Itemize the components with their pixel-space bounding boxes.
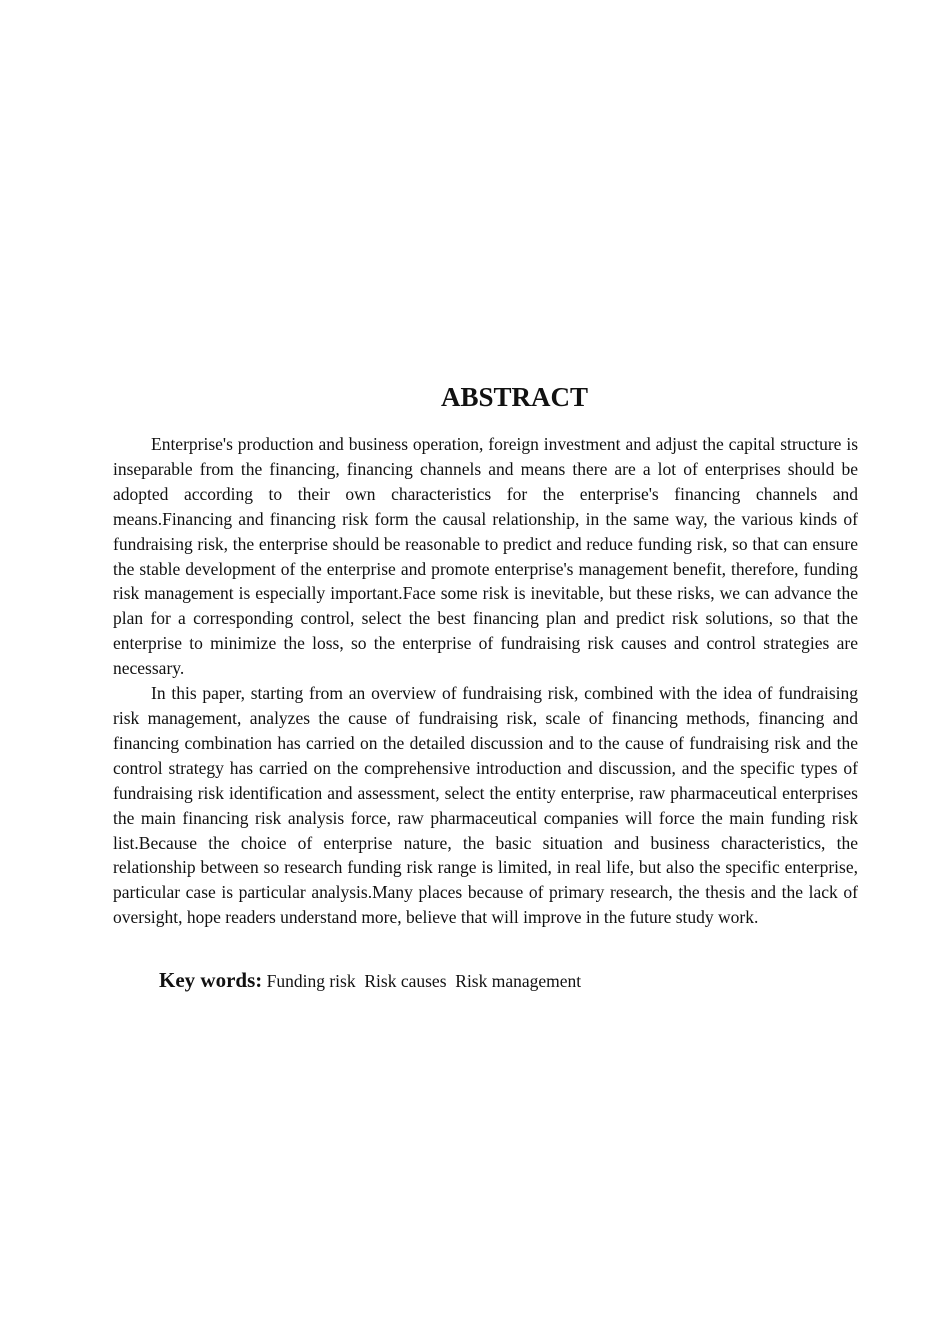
keywords-label: Key words: (159, 968, 263, 993)
abstract-paragraph-2: In this paper, starting from an overview of fundraising risk, combined with the idea of fundraising risk management, analyzes the cause of fundraising risk, scale of financing methods, financing and financing combination has carried on the detailed discussion and to the cause of fundraising risk and the control strategy has carried on the comprehensive introduction and discussion, and the specific types of fundraising risk identification and assessment, select the entity enterprise, raw pharmaceutical enterprises the main financing risk analysis force, raw pharmaceutical companies will force the main funding risk list.Because the choice of enterprise nature, the basic situation and business characteristics, the relationship between so research funding risk range is limited, in real life, but also the specific enterprise, particular case is particular analysis.Many places because of primary research, the thesis and the lack of oversight, hope readers understand more, believe that will improve in the future study work. (113, 683, 858, 928)
keywords-line (113, 966, 858, 995)
keyword-1: Funding risk (266, 971, 356, 992)
keyword-3: Risk management (455, 971, 582, 992)
abstract-title: ABSTRACT (440, 382, 589, 412)
abstract-paragraph-1: Enterprise's production and business operation, foreign investment and adjust the capital structure is inseparable from the financing, financing channels and means there are a lot of enterprises should be adopted according to their own characteristics for the enterprise's financing channels and means.Financing and financing risk form the causal relationship, in the same way, the various kinds of fundraising risk, the enterprise should be reasonable to predict and reduce funding risk, so that can ensure the stable development of the enterprise and promote enterprise's management benefit, therefore, funding risk management is especially important.Face some risk is inevitable, but these risks, we can advance the plan for a corresponding control, select the best financing plan and predict risk solutions, so that the enterprise to minimize the loss, so the enterprise of fundraising risk causes and control strategies are necessary. (113, 434, 858, 679)
abstract-page (113, 380, 858, 995)
keyword-2: Risk causes (364, 971, 447, 992)
